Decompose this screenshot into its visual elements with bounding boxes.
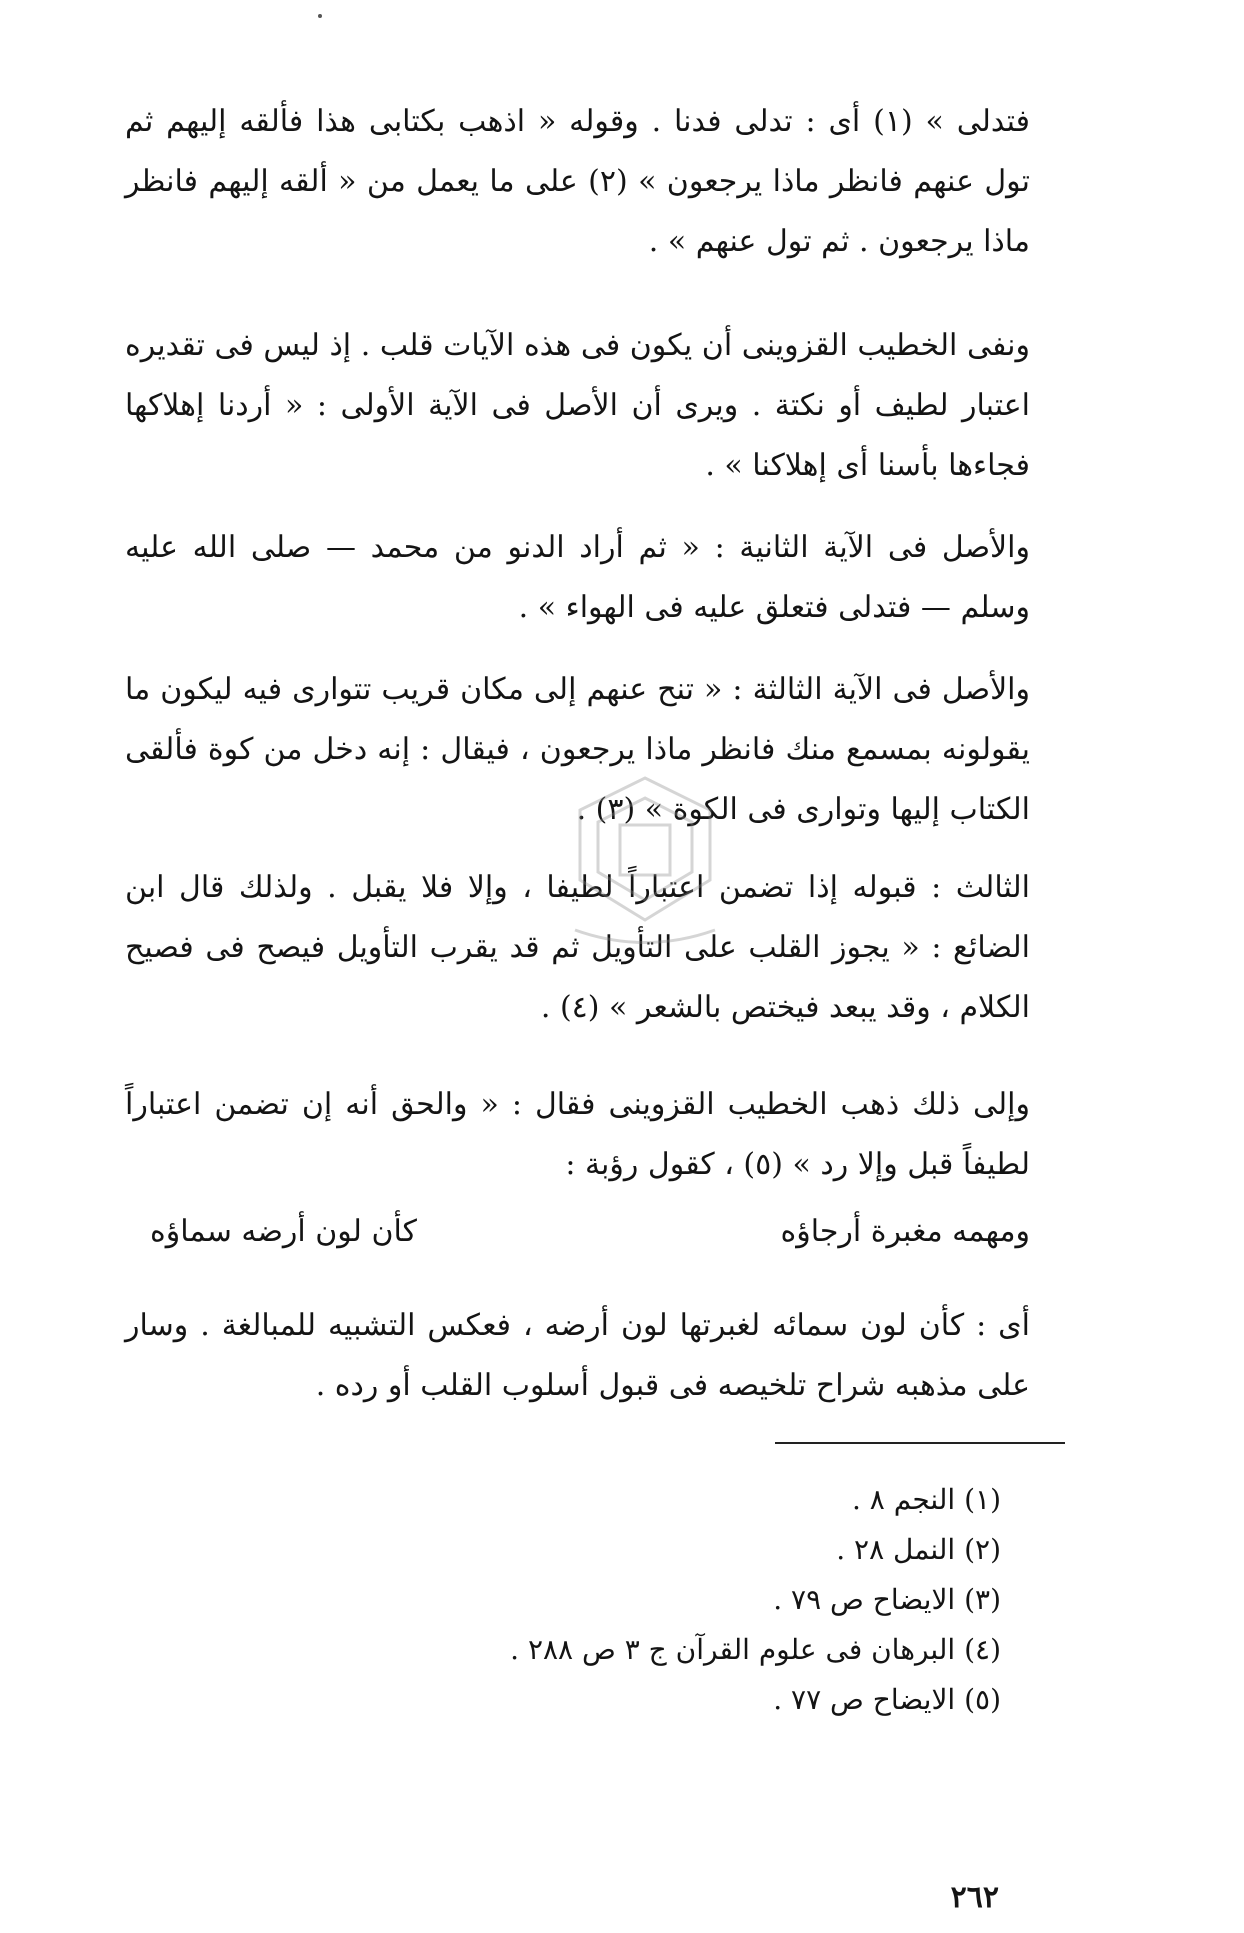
footnotes-list [510, 1475, 1001, 1725]
footnote-item: (٤) البرهان فى علوم القرآن ج ٣ ص ٢٨٨ . [510, 1633, 1001, 1666]
footnote-item: (٥) الايضاح ص ٧٧ . [773, 1683, 1001, 1716]
paragraph-qazwini-denial: ونفى الخطيب القزوينى أن يكون فى هذه الآيات قلب . إذ ليس فى تقديره اعتبار لطيف أو نكتة . ويرى أن الأصل فى الآية الأولى : « أردنا إهلاكها فجاءها بأسنا أى إهلاكنا » . [125, 328, 1030, 483]
footnote-item: (١) النجم ٨ . [851, 1483, 1001, 1516]
stray-ink-dot [318, 14, 322, 18]
footnote-separator [775, 1442, 1065, 1444]
paragraph-explanation: أى : كأن لون سمائه لغبرتها لون أرضه ، فعكس التشبيه للمبالغة . وسار على مذهبه شراح تلخيصه فى قبول أسلوب القلب أو رده . [125, 1308, 1030, 1403]
verse-second-hemistich: كأن لون أرضه سماؤه [150, 1214, 417, 1249]
poetry-verse [150, 1200, 1030, 1264]
footnote-item: (٢) النمل ٢٨ . [836, 1533, 1001, 1566]
library-seal-watermark [560, 770, 730, 950]
paragraph-third-verse: والأصل فى الآية الثالثة : « تنح عنهم إلى مكان قريب تتوارى فيه ليكون ما يقولونه بمسمع منك فانظر ماذا يرجعون ، فيقال : إنه دخل من كوة فألقى الكتاب إليها وتوارى فى الكوة » (٣) . [125, 672, 1030, 827]
verse-first-hemistich: ومهمه مغبرة أرجاؤه [780, 1214, 1030, 1249]
footnote-item: (٣) الايضاح ص ٧٩ . [773, 1583, 1001, 1616]
page-number: ٢٦٢ [950, 1880, 999, 1915]
paragraph-third-opinion: الثالث : قبوله إذا تضمن اعتباراً لطيفا ، وإلا فلا يقبل . ولذلك قال ابن الضائع : « يجوز القلب على التأويل ثم قد يقرب التأويل فيصح فى فصيح الكلام ، وقد يبعد فيختص بالشعر » (٤) . [125, 870, 1030, 1025]
paragraph-second-verse: والأصل فى الآية الثانية : « ثم أراد الدنو من محمد — صلى الله عليه وسلم — فتدلى فتعلق عليه فى الهواء » . [125, 530, 1030, 625]
paragraph-qazwini-view: وإلى ذلك ذهب الخطيب القزوينى فقال : « والحق أنه إن تضمن اعتباراً لطيفاً قبل وإلا رد » (٥) ، كقول رؤبة : [125, 1087, 1030, 1182]
paragraph-continuation: فتدلى » (١) أى : تدلى فدنا . وقوله « اذهب بكتابى هذا فألقه إليهم ثم تول عنهم فانظر ماذا يرجعون » (٢) على ما يعمل من « ألقه إليهم فانظر ماذا يرجعون . ثم تول عنهم » . [125, 104, 1031, 259]
